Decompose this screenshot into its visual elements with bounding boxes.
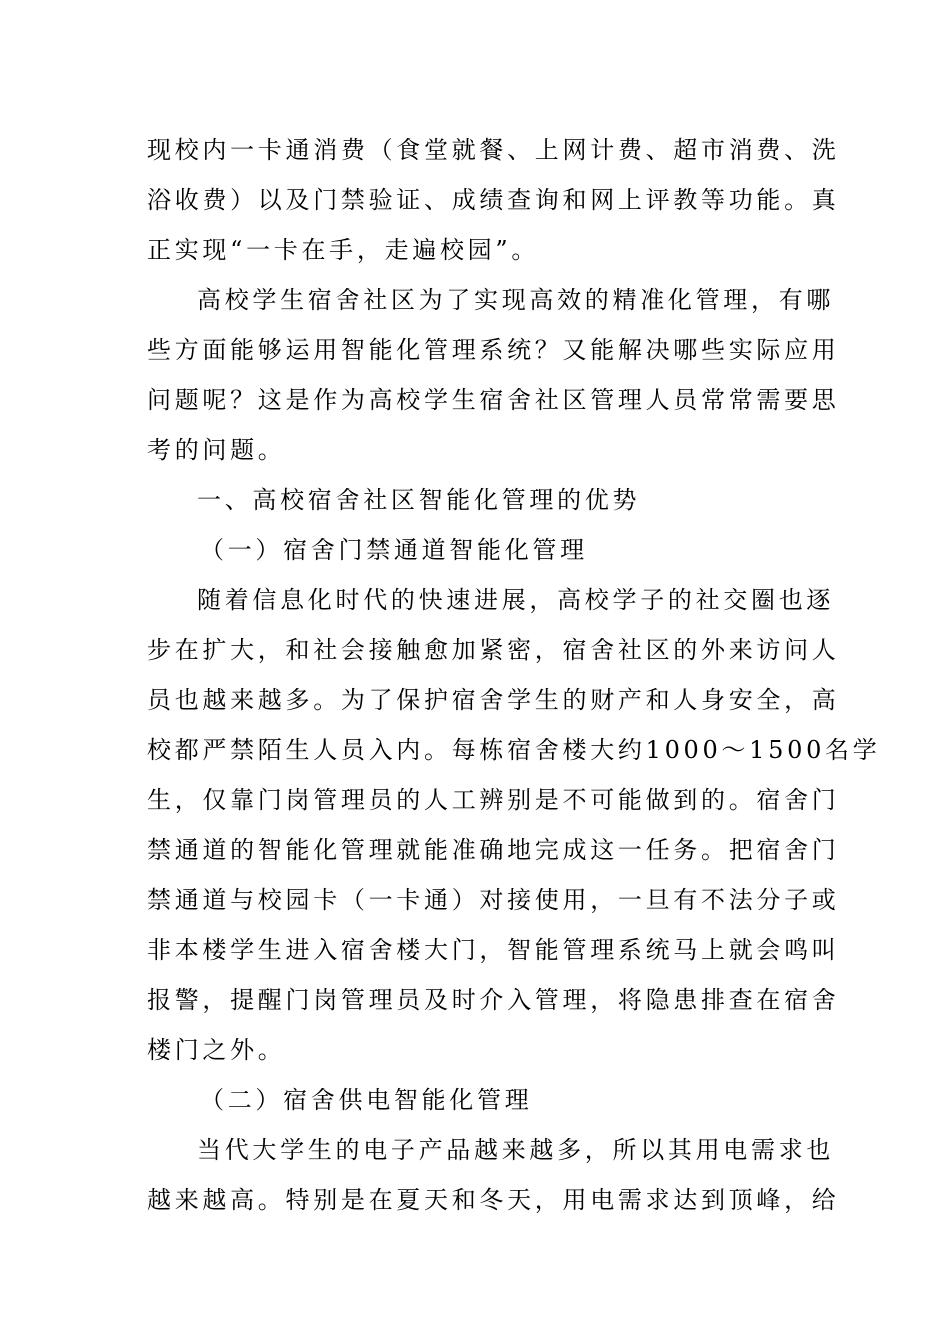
subsection-heading: （一）宿舍门禁通道智能化管理	[200, 536, 588, 564]
paragraph-line: 非本楼学生进入宿舍楼大门，智能管理系统马上就会鸣叫	[147, 936, 840, 964]
paragraph-line: 问题呢？这是作为高校学生宿舍社区管理人员常常需要思	[147, 386, 840, 414]
paragraph-line: 禁通道与校园卡（一卡通）对接使用，一旦有不法分子或	[147, 886, 840, 914]
paragraph-line: 报警，提醒门岗管理员及时介入管理，将隐患排查在宿舍	[147, 986, 840, 1014]
paragraph-line: 正实现“一卡在手，走遍校园”。	[147, 236, 540, 264]
subsection-heading: （二）宿舍供电智能化管理	[200, 1086, 533, 1114]
paragraph-line: 员也越来越多。为了保护宿舍学生的财产和人身安全，高	[147, 686, 840, 714]
paragraph-line: 浴收费）以及门禁验证、成绩查询和网上评教等功能。真	[147, 186, 840, 214]
paragraph-line: 随着信息化时代的快速进展，高校学子的社交圈也逐	[197, 586, 835, 614]
paragraph-line: 禁通道的智能化管理就能准确地完成这一任务。把宿舍门	[147, 836, 840, 864]
paragraph-line: 校都严禁陌生人员入内。每栋宿舍楼大约1000～1500名学	[147, 736, 881, 764]
paragraph-line: 楼门之外。	[147, 1036, 286, 1064]
paragraph-line: 越来越高。特别是在夏天和冬天，用电需求达到顶峰，给	[147, 1186, 840, 1214]
paragraph-line: 高校学生宿舍社区为了实现高效的精准化管理，有哪	[197, 286, 835, 314]
paragraph-line: 生，仅靠门岗管理员的人工辨别是不可能做到的。宿舍门	[147, 786, 840, 814]
paragraph-line: 考的问题。	[147, 436, 286, 464]
section-heading: 一、高校宿舍社区智能化管理的优势	[197, 486, 641, 514]
paragraph-line: 些方面能够运用智能化管理系统？又能解决哪些实际应用	[147, 336, 840, 364]
paragraph-line: 步在扩大，和社会接触愈加紧密，宿舍社区的外来访问人	[147, 636, 840, 664]
paragraph-line: 现校内一卡通消费（食堂就餐、上网计费、超市消费、洗	[147, 136, 840, 164]
paragraph-line: 当代大学生的电子产品越来越多，所以其用电需求也	[197, 1136, 835, 1164]
